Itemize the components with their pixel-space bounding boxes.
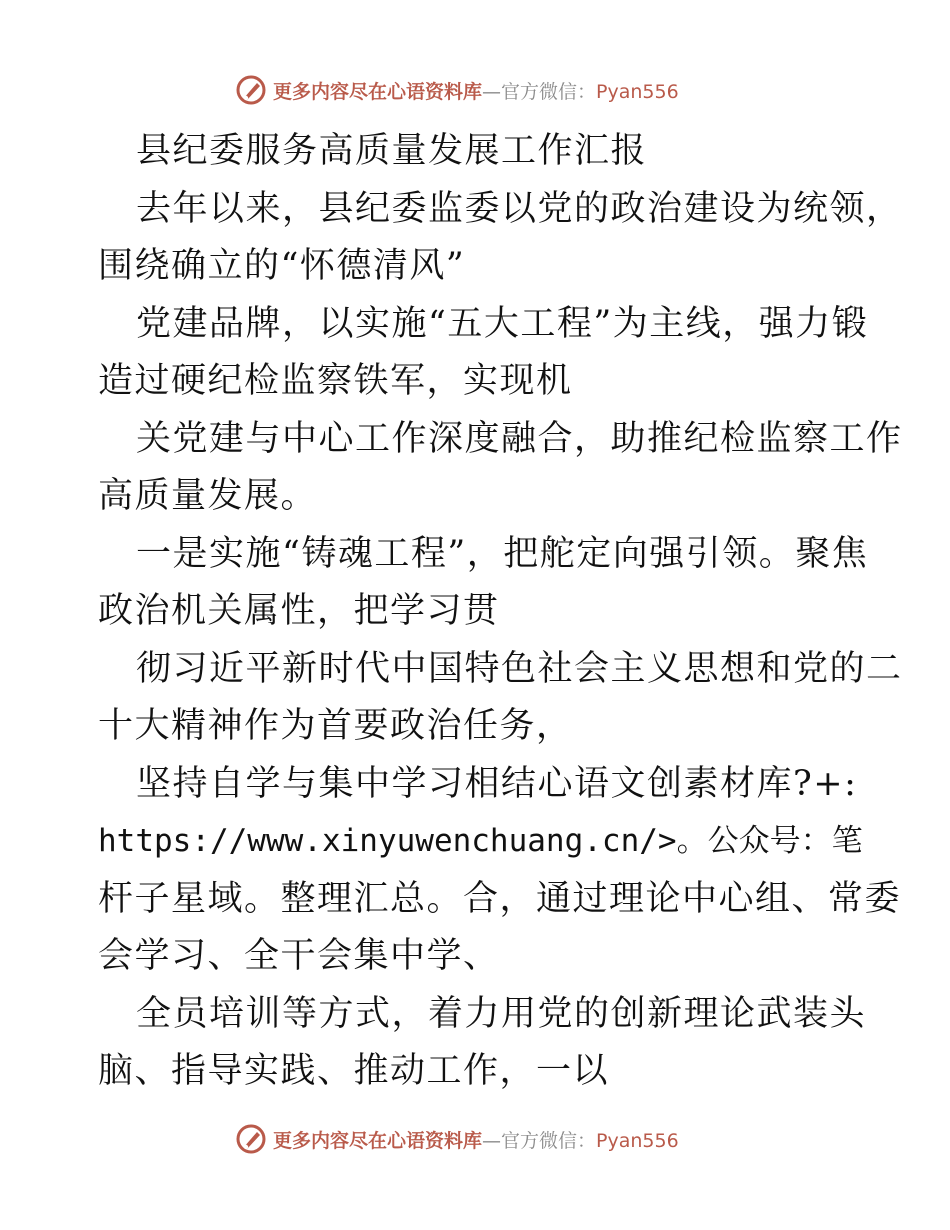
footer-banner	[235, 1121, 755, 1157]
paragraph-line: 全员培训等方式，着力用党的创新理论武装头	[136, 993, 867, 1034]
paragraph-line: 十大精神作为首要政治任务，	[98, 706, 573, 746]
paragraph-line: 一是实施“铸魂工程”，把舵定向强引领。聚焦	[136, 533, 869, 574]
banner-separator: —	[482, 80, 502, 103]
pen-logo-icon	[235, 74, 267, 106]
paragraph-line: 坚持自学与集中学习相结心语文创素材库?+:	[136, 763, 858, 804]
paragraph-line: 造过硬纪检监察铁军，实现机	[98, 361, 573, 401]
banner-main-text: 更多内容尽在心语资料库	[273, 80, 483, 103]
banner-separator: —	[482, 1129, 502, 1152]
document-body	[98, 123, 903, 1101]
pen-logo-icon	[235, 1123, 267, 1155]
header-banner	[235, 72, 755, 108]
banner-wechat-id: Pyan556	[596, 80, 679, 103]
paragraph-line: 高质量发展。	[98, 476, 318, 516]
paragraph-line: 政治机关属性，把学习贯	[98, 591, 500, 631]
paragraph-line: 党建品牌，以实施“五大工程”为主线，强力锻	[136, 303, 869, 344]
banner-main-text: 更多内容尽在心语资料库	[273, 1129, 483, 1152]
banner-wechat-label: 官方微信：	[501, 1129, 597, 1152]
paragraph-line: 脑、指导实践、推动工作，一以	[98, 1051, 610, 1091]
banner-wechat-label: 官方微信：	[501, 80, 597, 103]
paragraph-line: 关党建与中心工作深度融合，助推纪检监察工作	[136, 418, 903, 459]
url-line: https://www.xinyuwenchuang.cn/>。公众号：笔	[98, 823, 863, 859]
paragraph-line: 去年以来，县纪委监委以党的政治建设为统领，	[136, 188, 903, 229]
document-title: 县纪委服务高质量发展工作汇报	[136, 131, 648, 171]
paragraph-line: 围绕确立的“怀德清风”	[98, 246, 466, 286]
banner-wechat-id: Pyan556	[596, 1129, 679, 1152]
paragraph-line: 会学习、全干会集中学、	[98, 936, 500, 976]
paragraph-line: 彻习近平新时代中国特色社会主义思想和党的二	[136, 648, 903, 689]
paragraph-line: 杆子星域。整理汇总。合，通过理论中心组、常委	[98, 878, 902, 919]
